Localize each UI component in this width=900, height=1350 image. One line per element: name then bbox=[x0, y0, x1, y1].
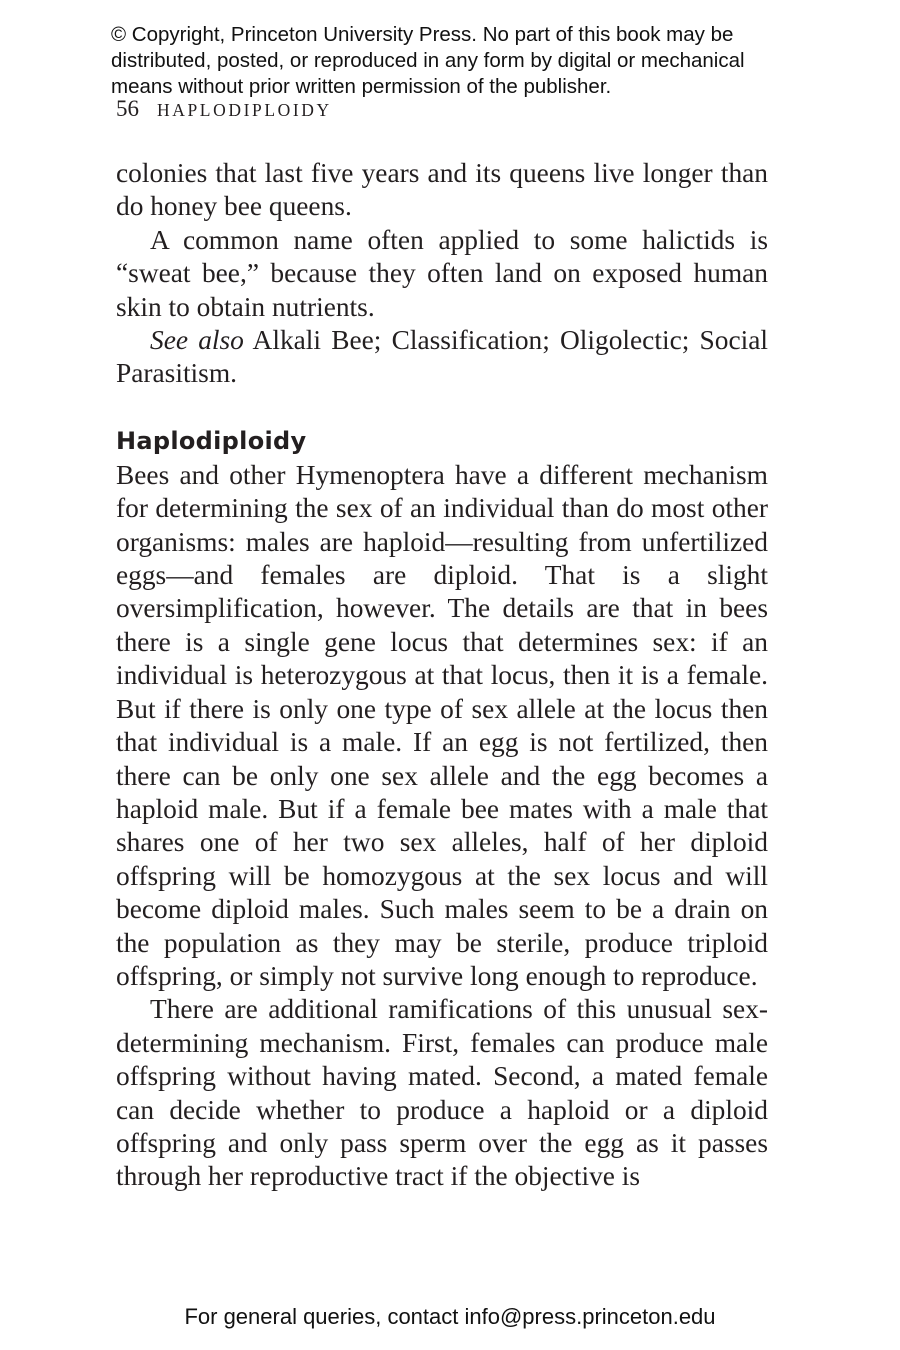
page-body bbox=[116, 157, 768, 1194]
copyright-line: distributed, posted, or reproduced in any form by digital or mechanical bbox=[111, 49, 745, 72]
body-paragraph: A common name often applied to some halictids is “sweat bee,” because they often land on exposed human skin to obtain nutrients. bbox=[116, 224, 768, 322]
contact-footer: For general queries, contact info@press.princeton.edu bbox=[184, 1304, 716, 1329]
entry-heading: Haplodiploidy bbox=[116, 426, 307, 455]
see-also-paragraph bbox=[116, 324, 768, 391]
body-paragraph: There are additional ramifications of this unusual sex-determining mechanism. First, females can produce male offspring without having mated. Second, a mated female can decide whether to produce a haploid or a diploid offspring and only pass sperm over the egg as it passes through her reproductive tract if the objective is bbox=[116, 994, 768, 1192]
body-paragraph: colonies that last five years and its queens live longer than do honey bee queens. bbox=[116, 158, 768, 222]
copyright-notice bbox=[111, 22, 811, 100]
page-number: 56 bbox=[116, 96, 139, 121]
running-title: HAPLODIPLOIDY bbox=[157, 100, 332, 120]
copyright-line: means without prior written permission of the publisher. bbox=[111, 75, 612, 98]
running-head bbox=[116, 96, 332, 122]
body-paragraph: Bees and other Hymenoptera have a different mechanism for determining the sex of an individual than do most other organisms: males are haploid—resulting from unfertilized eggs—and females are diploid. That is a slight oversimplification, however. The details are that in bees there is a single gene locus that determines sex: if an individual is heterozygous at that locus, then it is a female. But if there is only one type of sex allele at the locus then that individual is a male. If an egg is not fertilized, then there can be only one sex allele and the egg becomes a haploid male. But if a female bee mates with a male that shares one of her two sex alleles, half of her diploid offspring will be homozygous at the sex locus and will become diploid males. Such males seem to be a drain on the population as they may be sterile, produce triploid offspring, or simply not survive long enough to reproduce. bbox=[116, 459, 768, 991]
see-also-references: Alkali Bee; Classification; Oligolectic; Social Parasitism. bbox=[116, 325, 768, 389]
see-also-label: See also bbox=[150, 325, 244, 356]
copyright-line: © Copyright, Princeton University Press. No part of this book may be bbox=[111, 23, 734, 46]
